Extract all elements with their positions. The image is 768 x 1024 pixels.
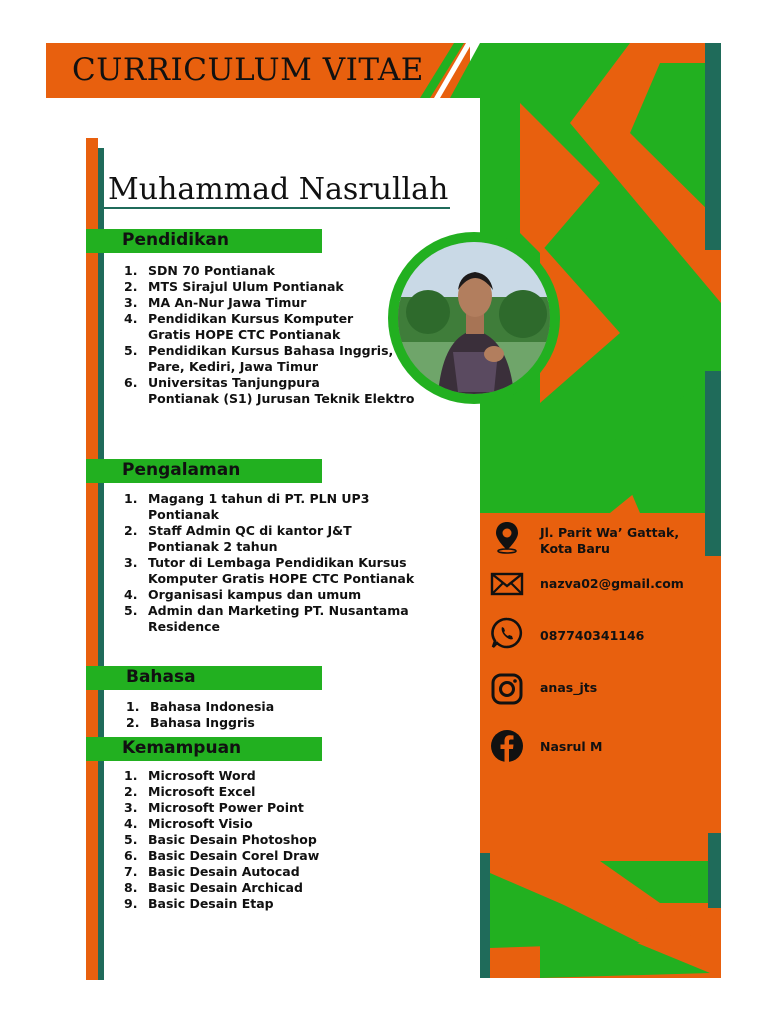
decorative-panel bbox=[480, 43, 721, 978]
section-title: Pengalaman bbox=[122, 460, 241, 480]
list-item-text: Residence bbox=[148, 619, 221, 634]
list-number: 5. bbox=[124, 343, 138, 358]
list-number: 2. bbox=[124, 784, 138, 799]
skills-list bbox=[124, 768, 319, 912]
list-number: 3. bbox=[124, 800, 138, 815]
list-item bbox=[124, 784, 319, 800]
list-number: 4. bbox=[124, 587, 138, 602]
list-item bbox=[124, 343, 414, 375]
location-pin-icon bbox=[490, 520, 524, 554]
list-item-text: Admin dan Marketing PT. Nusantama bbox=[148, 603, 409, 618]
list-item bbox=[124, 279, 414, 295]
list-item-text: Pare, Kediri, Jawa Timur bbox=[148, 359, 319, 374]
list-item-text: Microsoft Excel bbox=[148, 784, 256, 799]
list-item bbox=[124, 800, 319, 816]
education-list bbox=[124, 263, 414, 407]
list-item-text: Pontianak (S1) Jurusan Teknik Elektro bbox=[148, 391, 415, 406]
list-number: 2. bbox=[124, 279, 138, 294]
list-number: 8. bbox=[124, 880, 138, 895]
section-title: Bahasa bbox=[126, 667, 196, 687]
list-item bbox=[124, 896, 319, 912]
person-name: Muhammad Nasrullah bbox=[108, 172, 449, 207]
list-number: 2. bbox=[124, 523, 138, 538]
list-number: 4. bbox=[124, 816, 138, 831]
list-item-text: SDN 70 Pontianak bbox=[148, 263, 275, 278]
list-item-text: Basic Desain Corel Draw bbox=[148, 848, 320, 863]
instagram-icon bbox=[490, 672, 524, 706]
list-item-text: Gratis HOPE CTC Pontianak bbox=[148, 327, 341, 342]
email-text[interactable]: nazva02@gmail.com bbox=[540, 576, 684, 591]
list-item-text: Basic Desain Autocad bbox=[148, 864, 300, 879]
list-item-text: Organisasi kampus dan umum bbox=[148, 587, 362, 602]
list-item bbox=[124, 555, 414, 587]
list-item bbox=[124, 587, 414, 603]
list-number: 6. bbox=[124, 375, 138, 390]
list-item-text: Pendidikan Kursus Komputer bbox=[148, 311, 354, 326]
list-item bbox=[124, 523, 414, 555]
list-number: 3. bbox=[124, 295, 138, 310]
experience-list bbox=[124, 491, 414, 635]
person-photo-icon bbox=[398, 242, 550, 394]
section-title: Pendidikan bbox=[122, 230, 229, 250]
list-item bbox=[124, 816, 319, 832]
list-item bbox=[124, 832, 319, 848]
facebook-name[interactable]: Nasrul M bbox=[540, 739, 603, 754]
left-accent-teal bbox=[98, 148, 104, 980]
list-number: 1. bbox=[124, 768, 138, 783]
list-item bbox=[124, 295, 414, 311]
section-header-bahasa bbox=[86, 666, 322, 690]
list-item bbox=[126, 699, 274, 715]
name-underline bbox=[104, 207, 450, 209]
list-item-text: Microsoft Visio bbox=[148, 816, 253, 831]
list-number: 2. bbox=[126, 715, 140, 730]
list-item-text: Basic Desain Etap bbox=[148, 896, 274, 911]
list-number: 1. bbox=[124, 491, 138, 506]
list-item-text: Pendidikan Kursus Bahasa Inggris, bbox=[148, 343, 394, 358]
list-number: 5. bbox=[124, 832, 138, 847]
list-item-text: MA An-Nur Jawa Timur bbox=[148, 295, 307, 310]
facebook-icon bbox=[490, 729, 524, 763]
phone-text[interactable]: 087740341146 bbox=[540, 628, 645, 643]
page-title: CURRICULUM VITAE bbox=[72, 52, 424, 88]
list-item-text: Staff Admin QC di kantor J&T bbox=[148, 523, 352, 538]
list-item bbox=[124, 848, 319, 864]
list-item-text: Bahasa Inggris bbox=[150, 715, 255, 730]
section-header-pendidikan bbox=[86, 229, 322, 253]
list-number: 6. bbox=[124, 848, 138, 863]
list-item bbox=[124, 311, 414, 343]
list-item-text: Microsoft Power Point bbox=[148, 800, 304, 815]
list-item bbox=[124, 263, 414, 279]
address-line-2: Kota Baru bbox=[540, 541, 610, 556]
list-number: 1. bbox=[126, 699, 140, 714]
section-title: Kemampuan bbox=[122, 738, 242, 758]
list-number: 7. bbox=[124, 864, 138, 879]
list-number: 3. bbox=[124, 555, 138, 570]
language-list bbox=[126, 699, 274, 731]
list-item-text: Komputer Gratis HOPE CTC Pontianak bbox=[148, 571, 415, 586]
list-item bbox=[124, 603, 414, 635]
list-item-text: Basic Desain Archicad bbox=[148, 880, 303, 895]
list-item-text: Pontianak 2 tahun bbox=[148, 539, 278, 554]
list-number: 5. bbox=[124, 603, 138, 618]
list-item-text: Basic Desain Photoshop bbox=[148, 832, 317, 847]
list-item bbox=[124, 864, 319, 880]
list-item bbox=[124, 375, 414, 407]
instagram-handle[interactable]: anas_jts bbox=[540, 680, 598, 695]
list-number: 1. bbox=[124, 263, 138, 278]
mail-icon bbox=[490, 567, 524, 601]
list-item-text: Pontianak bbox=[148, 507, 219, 522]
section-header-pengalaman bbox=[86, 459, 322, 483]
list-item bbox=[126, 715, 274, 731]
list-item bbox=[124, 768, 319, 784]
list-item-text: Bahasa Indonesia bbox=[150, 699, 275, 714]
address-line-1: Jl. Parit Wa’ Gattak, bbox=[540, 525, 680, 540]
list-item-text: Universitas Tanjungpura bbox=[148, 375, 320, 390]
list-item-text: Tutor di Lembaga Pendidikan Kursus bbox=[148, 555, 407, 570]
list-item bbox=[124, 880, 319, 896]
list-item-text: Magang 1 tahun di PT. PLN UP3 bbox=[148, 491, 370, 506]
list-item bbox=[124, 491, 414, 523]
list-number: 9. bbox=[124, 896, 138, 911]
list-number: 4. bbox=[124, 311, 138, 326]
header-stripes bbox=[420, 43, 480, 98]
section-header-kemampuan bbox=[86, 737, 322, 761]
list-item-text: Microsoft Word bbox=[148, 768, 256, 783]
whatsapp-icon bbox=[490, 616, 524, 650]
left-accent-orange bbox=[86, 138, 98, 980]
profile-photo bbox=[398, 242, 550, 394]
list-item-text: MTS Sirajul Ulum Pontianak bbox=[148, 279, 344, 294]
